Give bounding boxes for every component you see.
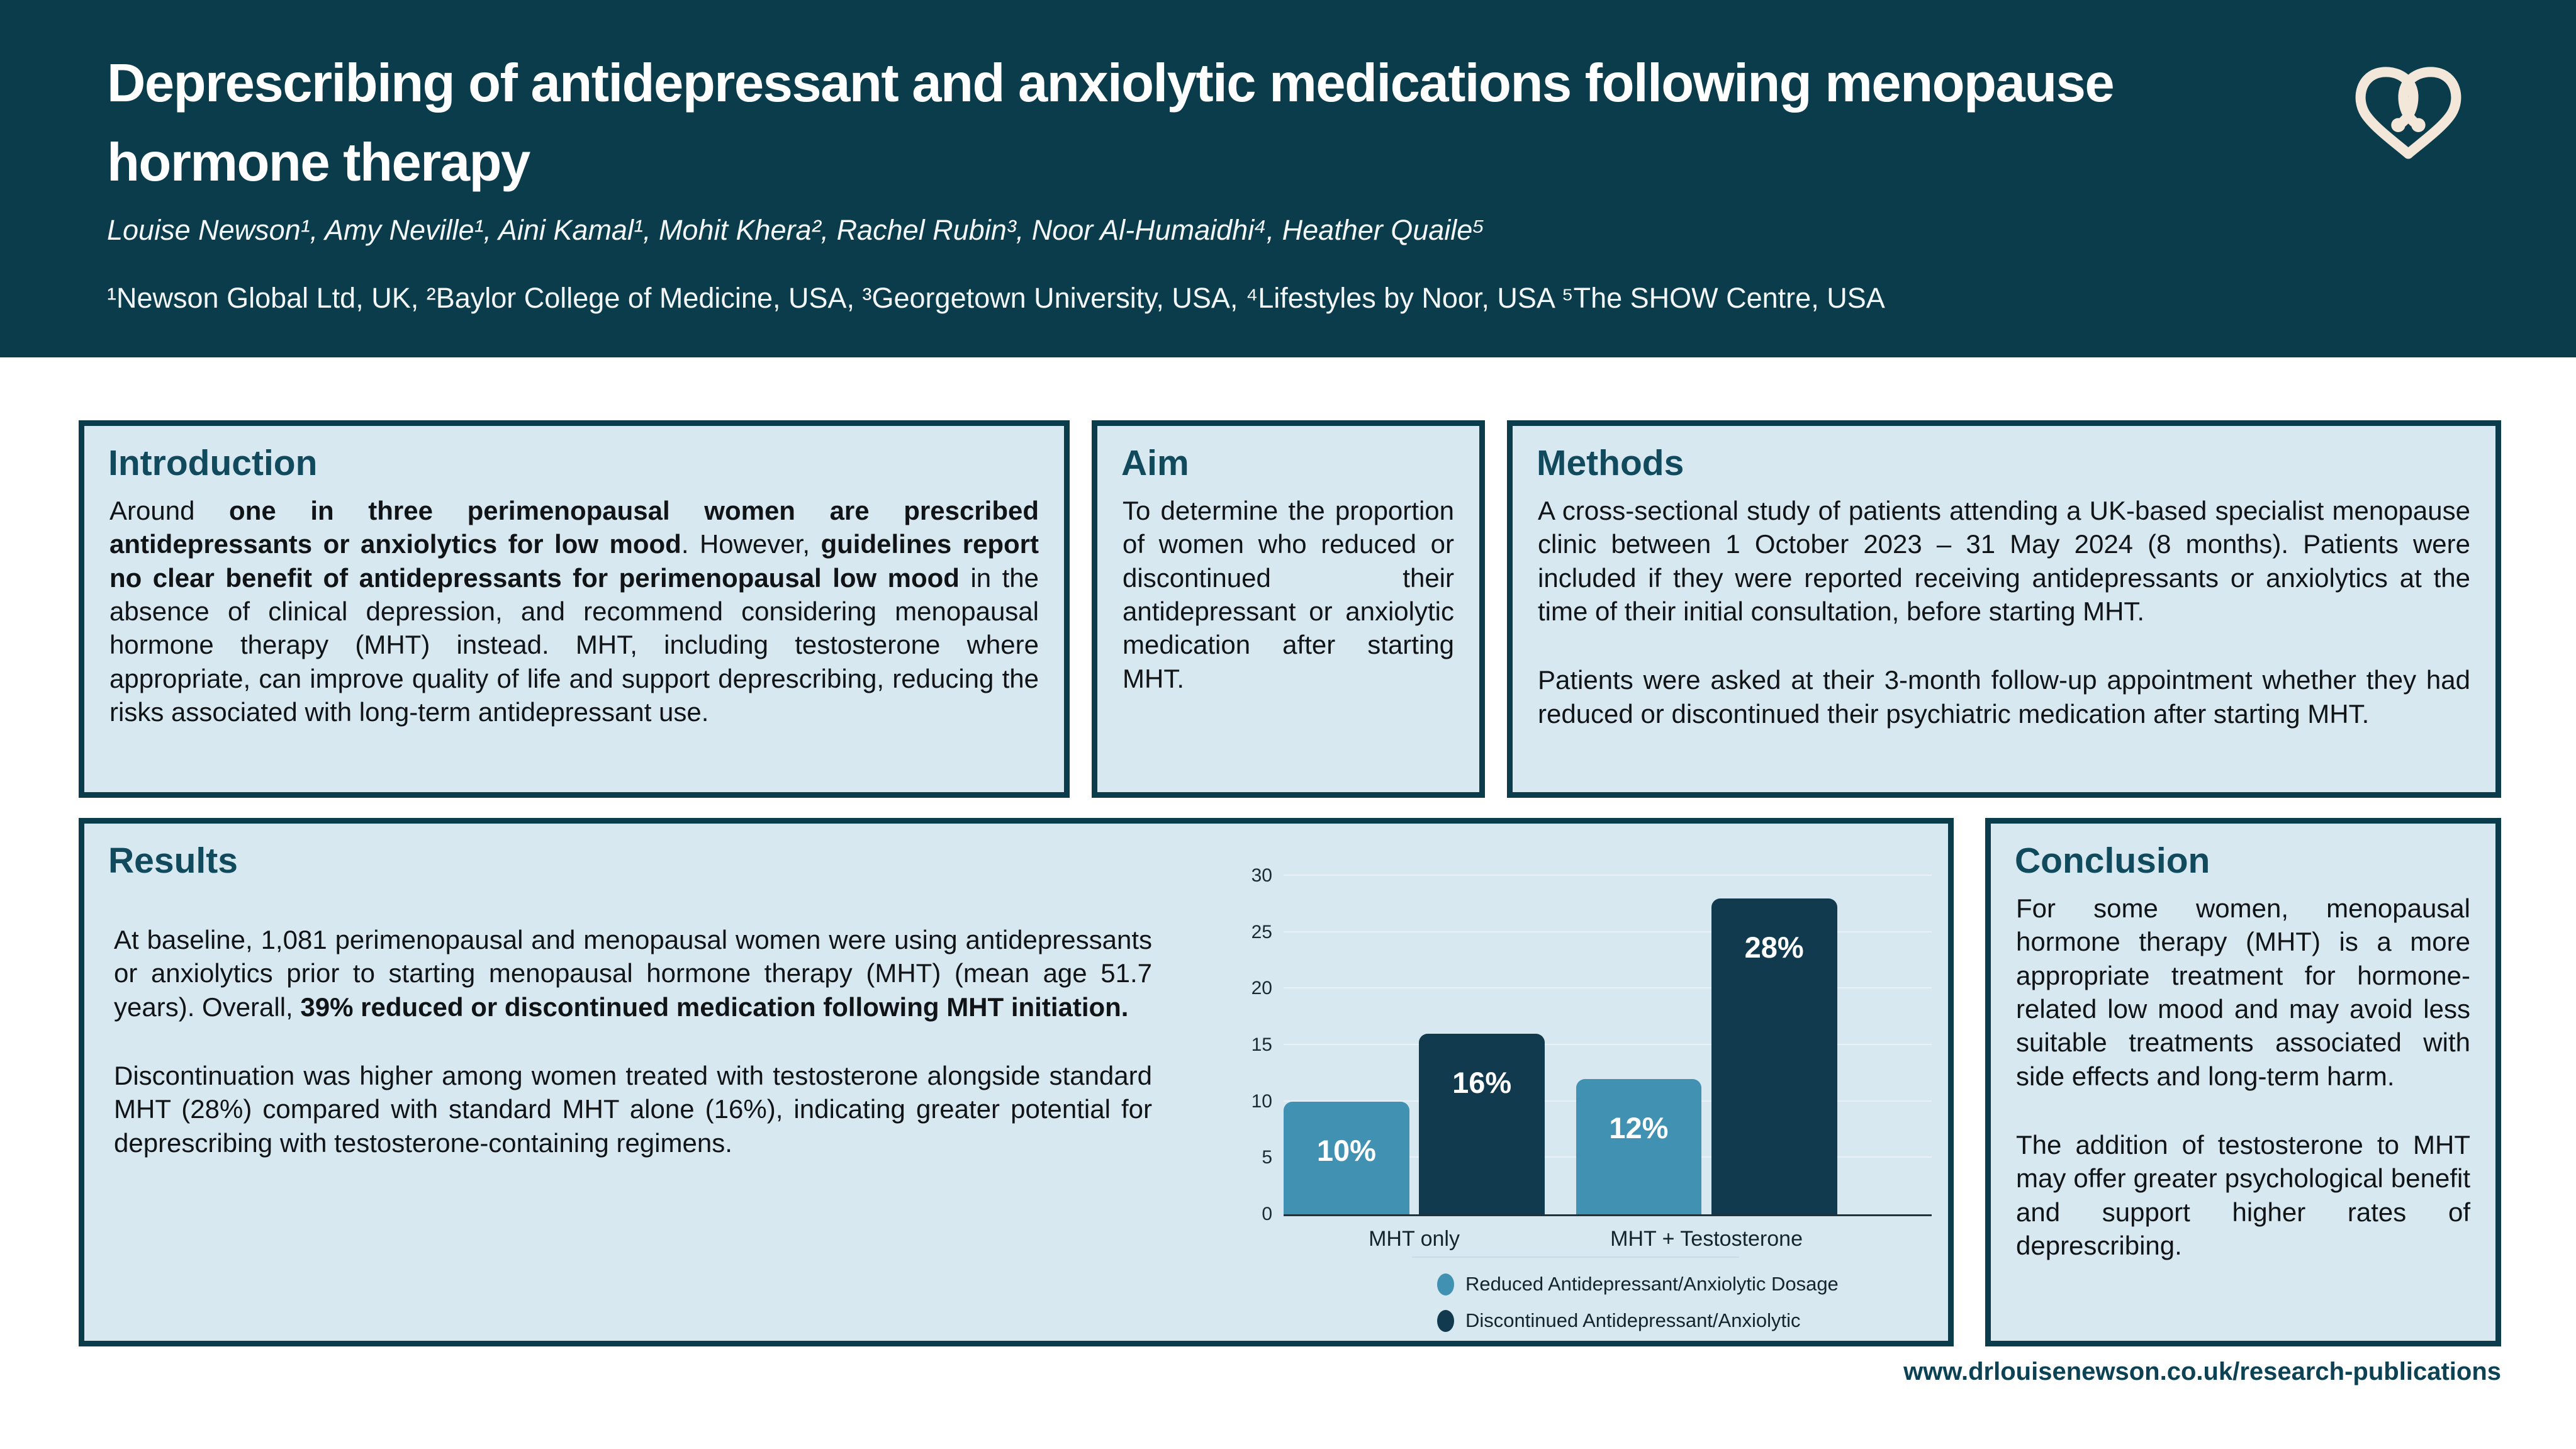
- introduction-body: [109, 494, 1039, 729]
- heart-loops-logo-icon: [2344, 54, 2473, 160]
- gridline-30: [1284, 875, 1932, 876]
- legend-divider: [1412, 1256, 1739, 1258]
- results-heading: Results: [108, 841, 238, 881]
- methods-heading: Methods: [1537, 443, 1684, 483]
- deprescribing-bar-chart: [84, 824, 1948, 1341]
- introduction-heading: Introduction: [108, 443, 318, 483]
- y-tick-25: 25: [1251, 921, 1272, 943]
- chart-plot-area: [1251, 865, 1932, 1224]
- conclusion-body: [2016, 892, 2470, 1262]
- y-tick-20: 20: [1251, 978, 1272, 999]
- conclusion-heading: Conclusion: [2015, 841, 2210, 881]
- legend-marker-icon: [1437, 1310, 1454, 1332]
- legend-row: [1437, 1273, 1839, 1295]
- poster-title: [107, 44, 2114, 203]
- results-paragraph-1: At baseline, 1,081 perimenopausal and menopausal women were using antidepressants or anxiolytics prior to starting menopausal hormone therapy (MHT) (mean age 51.7 years). Overall, 39% reduced or discontinued medication following MHT initiation.: [114, 925, 1152, 1022]
- results-paragraph-2: Discontinuation was higher among women treated with testosterone alongside standard MHT (28%) compared with standard MHT alone (16%), indicating greater potential for deprescribing with testosterone-containing regimens.: [114, 1060, 1152, 1158]
- introduction-box: [79, 420, 1070, 798]
- aim-heading: Aim: [1121, 443, 1189, 483]
- x-category-label: MHT + Testosterone: [1610, 1227, 1803, 1251]
- methods-paragraph-1: A cross-sectional study of patients attending a UK-based specialist menopause clinic between 1 October 2023 – 31 May 2024 (8 months). Patients were included if they were reported receiving antidepressants or anxiolytics at the time of their initial consultation, before starting MHT.: [1538, 496, 2470, 626]
- legend-marker-icon: [1437, 1273, 1454, 1295]
- chart-x-axis-labels: [1284, 1218, 1932, 1251]
- introduction-paragraph: Around one in three perimenopausal women are prescribed antidepressants or anxiolytics for low mood. However, guidelines report no clear benefit of antidepressants for perimenopausal low mood in the absence of clinical depression, and recommend considering menopausal hormone therapy (MHT) instead. MHT, including testosterone where appropriate, can improve quality of life and support deprescribing, reducing the risks associated with long-term antidepressant use.: [109, 496, 1039, 727]
- methods-body: [1538, 494, 2470, 730]
- affiliations-line: ¹Newson Global Ltd, UK, ²Baylor College of Medicine, USA, ³Georgetown University, USA, ⁴Lifestyles by Noor, USA ⁵The SHOW Centre, USA: [107, 282, 1885, 314]
- conclusion-box: [1985, 818, 2501, 1346]
- y-tick-0: 0: [1262, 1204, 1272, 1224]
- results-box: [79, 818, 1954, 1346]
- research-publications-url[interactable]: www.drlouisenewson.co.uk/research-publications: [1903, 1358, 2501, 1385]
- legend-row: [1437, 1309, 1839, 1332]
- bar-16%-mht-only: [1419, 1034, 1545, 1214]
- poster-title-line2: hormone therapy: [107, 133, 530, 193]
- methods-paragraph-2: Patients were asked at their 3-month follow-up appointment whether they had reduced or discontinued their psychiatric medication after starting MHT.: [1538, 665, 2470, 729]
- legend-label: Discontinued Antidepressant/Anxiolytic: [1465, 1309, 1801, 1331]
- aim-body: [1123, 494, 1454, 695]
- bar-12%-mht-testosterone: [1576, 1079, 1702, 1214]
- bar-value-label: 10%: [1316, 1133, 1376, 1167]
- y-tick-15: 15: [1251, 1034, 1272, 1055]
- header: [0, 0, 2576, 357]
- aim-paragraph: To determine the proportion of women who reduced or discontinued their antidepressant or anxiolytic medication after starting MHT.: [1123, 496, 1454, 693]
- conclusion-paragraph-2: The addition of testosterone to MHT may offer greater psychological benefit and support higher rates of deprescribing.: [2016, 1129, 2470, 1260]
- bar-value-label: 28%: [1744, 930, 1804, 964]
- methods-box: [1507, 420, 2501, 798]
- poster-title-line1: Deprescribing of antidepressant and anxiolytic medications following menopause: [107, 53, 2114, 113]
- legend-label: Reduced Antidepressant/Anxiolytic Dosage: [1465, 1273, 1839, 1295]
- authors-line: Louise Newson¹, Amy Neville¹, Aini Kamal¹, Mohit Khera², Rachel Rubin³, Noor Al-Humaidhi⁴, Heather Quaile⁵: [107, 214, 1485, 246]
- bar-value-label: 12%: [1609, 1111, 1669, 1144]
- y-tick-10: 10: [1251, 1090, 1272, 1112]
- x-category-label: MHT only: [1369, 1227, 1460, 1251]
- aim-box: [1092, 420, 1485, 798]
- bar-value-label: 16%: [1452, 1066, 1512, 1100]
- conclusion-paragraph-1: For some women, menopausal hormone therapy (MHT) is a more appropriate treatment for hormone-related low mood and may avoid less suitable treatments associated with side effects and long-term harm.: [2016, 893, 2470, 1091]
- chart-legend: [1437, 1256, 1839, 1346]
- bar-28%-mht-testosterone: [1711, 898, 1837, 1214]
- y-tick-5: 5: [1262, 1147, 1272, 1168]
- bar-10%-mht-only: [1284, 1102, 1409, 1214]
- y-tick-30: 30: [1251, 865, 1272, 886]
